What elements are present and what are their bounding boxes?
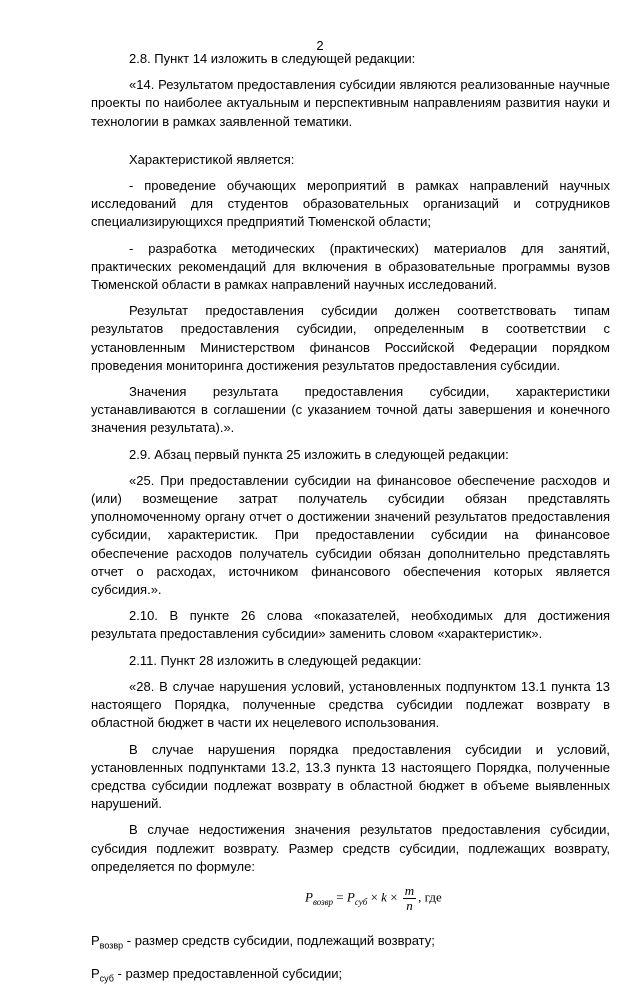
definition-symbol-sub: возвр (99, 940, 124, 951)
formula-suffix: , где (418, 889, 442, 905)
paragraph: 2.11. Пункт 28 изложить в следующей редакции: (129, 652, 422, 668)
paragraph: - разработка методических (практических) материалов для занятий, практических рекомендаций для включения в образовательные программы вузов Тюменской области в рамках направлений научных исследований. (91, 240, 610, 293)
definition-text: - размер предоставленной субсидии; (113, 965, 343, 981)
formula-lhs: P (305, 889, 313, 905)
paragraph: В случае недостижения значения результатов предоставления субсидии, субсидия подлежит возврату. Размер средств субсидии, подлежащих возврату, определяется по формуле: (91, 822, 610, 874)
formula-equals: = (336, 889, 344, 905)
formula-fraction (403, 884, 416, 913)
document-body (91, 50, 610, 988)
formula (91, 882, 610, 922)
definition-item (91, 932, 610, 955)
page-number: 2 (316, 38, 324, 53)
definition-symbol: P (91, 932, 100, 948)
paragraph: «28. В случае нарушения условий, установленных подпунктом 13.1 пункта 13 настоящего Порядка, полученные средства субсидии подлежат возврату в областной бюджет в части их нецелевого использования. (91, 678, 610, 731)
paragraph: Результат предоставления субсидии должен соответствовать типам результатов предоставления субсидии, определенным в соответствии с установленным Министерством финансов Российской Федерации порядком проведения мониторинга достижения результатов предоставления субсидии. (91, 303, 610, 373)
formula-k: k (381, 889, 387, 905)
formula-p: P (346, 889, 355, 905)
definition-item (91, 965, 610, 988)
paragraph: Значения результата предоставления субсидии, характеристики устанавливаются в соглашении (с указанием точной даты завершения и конечного значения результата).». (91, 384, 610, 436)
paragraph: - проведение обучающих мероприятий в рамках направлений научных исследований для студентов образовательных организаций и сотрудников специализирующихся предприятий Тюменской области; (91, 178, 610, 230)
paragraph: 2.10. В пункте 26 слова «показателей, необходимых для достижения результата предоставления субсидии» заменить словом «характеристик». (91, 608, 610, 642)
paragraph: «25. При предоставлении субсидии на финансовое обеспечение расходов и (или) возмещение затрат получатель субсидии обязан представлять уполномоченному органу отчет о достижении значений результатов предоставления субсидии, характеристик. При предоставлении субсидии на финансовое обеспечение расходов получатель субсидии обязан дополнительно представлять отчет о расходах, источником финансового обеспечения которых является субсидия.». (91, 472, 610, 598)
formula-times: × (370, 889, 378, 905)
formula-times: × (390, 889, 398, 905)
paragraph: 2.9. Абзац первый пункта 25 изложить в следующей редакции: (129, 446, 509, 462)
paragraph: «14. Результатом предоставления субсидии являются реализованные научные проекты по наиболее актуальным и перспективным направлениям развития науки и технологии в рамках заявленной тематики. (91, 77, 610, 129)
definition-symbol-sub: суб (99, 973, 114, 984)
definition-text: - размер средств субсидии, подлежащий возврату; (123, 932, 435, 948)
paragraph: В случае нарушения порядка предоставления субсидии и условий, установленных подпунктами 13.2, 13.3 пункта 13 настоящего Порядка, полученные средства субсидии подлежат возврату в областной бюджет в объеме выявленных нарушений. (91, 741, 610, 812)
formula-denominator: n (406, 897, 413, 913)
formula-numerator: m (404, 882, 415, 898)
paragraph: Характеристикой является: (129, 151, 295, 167)
paragraph: 2.8. Пункт 14 изложить в следующей редакции: (129, 51, 416, 66)
definition-symbol: P (91, 965, 100, 981)
formula-lhs-sub: возвр (312, 897, 334, 907)
definitions (91, 932, 610, 988)
formula-p-sub: суб (354, 897, 368, 907)
